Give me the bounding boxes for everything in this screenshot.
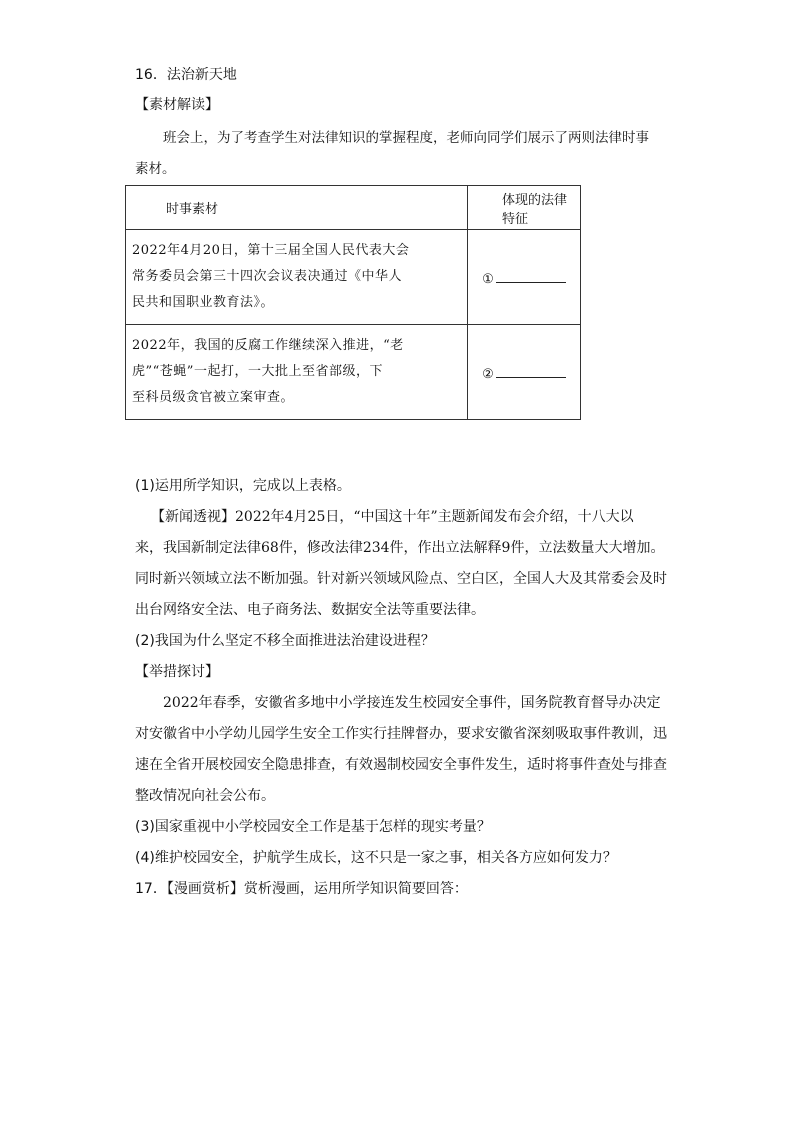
news-line-4: 出台网络安全法、电子商务法、数据安全法等重要法律。	[135, 602, 485, 618]
blank-marker-1: ①	[482, 271, 494, 287]
header-legal-feature: 体现的法律特征	[468, 186, 581, 230]
header-material: 时事素材	[126, 186, 468, 230]
table-row	[126, 325, 581, 420]
measures-line-4: 整改情况向社会公布。	[135, 788, 275, 804]
material-2-line-2: 虎”“苍蝇”一起打，一大批上至省部级，下	[132, 364, 383, 379]
q17-title: 17．【漫画赏析】赏析漫画，运用所学知识简要回答：	[135, 881, 468, 897]
table-row	[126, 230, 581, 325]
material-heading: 【素材解读】	[135, 97, 219, 113]
news-line-1: 【新闻透视】2022年4月25日，“中国这十年”主题新闻发布会介绍，十八大以	[151, 509, 634, 525]
sub-question-1: (1)运用所学知识，完成以上表格。	[135, 478, 351, 494]
material-1-line-3: 民共和国职业教育法》。	[132, 295, 275, 310]
sub-question-3: (3)国家重视中小学校园安全工作是基于怎样的现实考量？	[135, 819, 491, 835]
material-cell-2	[126, 325, 468, 420]
material-2-line-1: 2022年，我国的反腐工作继续深入推进，“老	[132, 338, 404, 353]
material-1-line-1: 2022年4月20日，第十三届全国人民代表大会	[132, 243, 410, 258]
material-2-line-3: 至科员级贪官被立案审查。	[132, 390, 295, 405]
answer-blank-1[interactable]	[496, 268, 566, 283]
legal-facts-table	[125, 185, 581, 420]
answer-cell-1[interactable]	[468, 230, 581, 325]
measures-line-3: 速在全省开展校园安全隐患排查，有效遏制校园安全事件发生，适时将事件查处与排查	[135, 757, 667, 773]
blank-marker-2: ②	[482, 366, 494, 382]
news-line-2: 来，我国新制定法律68件，修改法律234件，作出立法解释9件，立法数量大大增加。	[135, 540, 665, 556]
answer-blank-2[interactable]	[496, 363, 566, 378]
table-header-row	[126, 186, 581, 230]
material-1-line-2: 常务委员会第三十四次会议表决通过《中华人	[132, 269, 403, 284]
news-line-3: 同时新兴领域立法不断加强。针对新兴领域风险点、空白区，全国人大及其常委会及时	[135, 571, 667, 587]
measures-line-1: 2022年春季，安徽省多地中小学接连发生校园安全事件，国务院教育督导办决定	[163, 695, 661, 711]
q16-title: 16．法治新天地	[135, 67, 237, 83]
material-intro-line-1: 班会上，为了考查学生对法律知识的掌握程度，老师向同学们展示了两则法律时事	[163, 130, 649, 146]
material-intro-line-2: 素材。	[135, 161, 176, 177]
measures-heading: 【举措探讨】	[135, 664, 219, 680]
sub-question-2: (2)我国为什么坚定不移全面推进法治建设进程？	[135, 633, 435, 649]
measures-line-2: 对安徽省中小学幼儿园学生安全工作实行挂牌督办，要求安徽省深刻吸取事件教训，迅	[135, 726, 667, 742]
answer-cell-2[interactable]	[468, 325, 581, 420]
sub-question-4: (4)维护校园安全，护航学生成长，这不只是一家之事，相关各方应如何发力？	[135, 850, 617, 866]
material-cell-1	[126, 230, 468, 325]
